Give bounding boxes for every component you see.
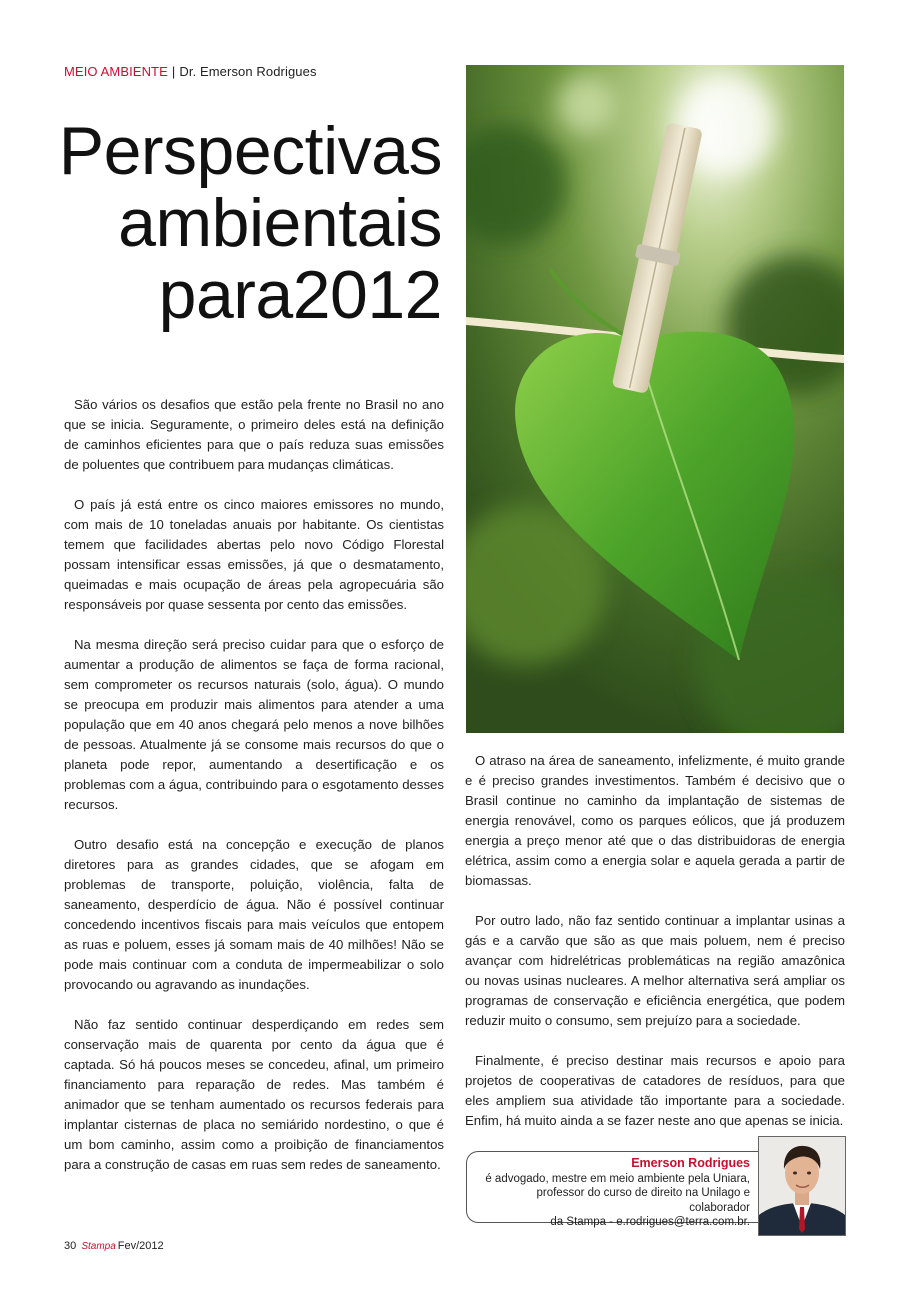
author-bio xyxy=(478,1156,750,1230)
paragraph: Outro desafio está na concepção e execução de planos diretores para as grandes cidades, que se afogam em problemas de transporte, poluição, violência, falta de saneamento, desperdício de água. Não é possível continuar concedendo incentivos fiscais para mais veículos que entopem as ruas e poluem, esses já somam mais de 40 milhões! Não se pode mais continuar com a conduta de impermeabilizar o solo provocando ou agravando as inundações. xyxy=(64,837,444,992)
issue-date: Fev/2012 xyxy=(117,1240,164,1252)
kicker-author: Dr. Emerson Rodrigues xyxy=(179,64,317,79)
page-footer xyxy=(64,1240,164,1252)
author-portrait xyxy=(758,1136,846,1236)
paragraph: O atraso na área de saneamento, infelizmente, é muito grande e é preciso grandes investimentos. Também é decisivo que o Brasil continue no caminho da implantação de sistemas de energia renovável, como os parques eólicos, que já produzem energia a preço menor até que o das distribuidoras de energia elétrica, assim como a energia solar e aquela gerada a partir de biomassas. xyxy=(465,753,845,888)
paragraph: Finalmente, é preciso destinar mais recursos e apoio para projetos de cooperativas de catadores de resíduos, para que eles ampliem sua atividade tão importante para a sociedade. Enfim, há muito ainda a se fazer neste ano que apenas se inicia. xyxy=(465,1053,845,1128)
leaf-photo xyxy=(466,65,844,733)
paragraph: Não faz sentido continuar desperdiçando em redes sem conservação mais de quarenta por cento da água que é captada. Só há poucos meses se concedeu, afinal, um primeiro financiamento para reparação de redes. Mas também é animador que se tenham aumentado os recursos federais para implantar cisternas de placa no semiárido nordestino, o que é um bom caminho, assim como a proibição de financiamentos para a construção de casas em ruas sem redes de saneamento. xyxy=(64,1017,444,1172)
kicker-separator: | xyxy=(171,64,176,79)
paragraph: São vários os desafios que estão pela frente no Brasil no ano que se inicia. Seguramente, o primeiro deles está na definição de caminhos eficientes para que o país reduza suas emissões de poluentes que contribuem para mudanças climáticas. xyxy=(64,397,444,472)
paragraph: Na mesma direção será preciso cuidar para que o esforço de aumentar a produção de alimentos se faça de forma racional, sem comprometer os recursos naturais (solo, água). O mundo se preocupa em produzir mais alimentos para atender a uma população que em 40 anos chegará pelo menos a nove bilhões de pessoas. Atualmente já se consome mais recursos do que o planeta pode repor, aumentando a desertificação e os problemas com a água, contribuindo para o esgotamento desses recursos. xyxy=(64,637,444,812)
page-number: 30 xyxy=(64,1240,77,1252)
body-column-left xyxy=(64,395,444,1195)
title-line-2: ambientais xyxy=(118,185,442,261)
body-column-right xyxy=(465,751,845,1151)
paragraph: O país já está entre os cinco maiores emissores no mundo, com mais de 10 toneladas anuais por habitante. Os cientistas temem que facilidades abertas pelo novo Código Florestal possam intensificar essas emissões, já que o desmatamento, queimadas e mais ocupação de áreas pela agropecuária são responsáveis por quase sessenta por cento das emissões. xyxy=(64,497,444,612)
section-label: MEIO AMBIENTE xyxy=(64,64,168,79)
title-line-1: Perspectivas xyxy=(58,113,442,189)
bio-name: Emerson Rodrigues xyxy=(631,1156,750,1170)
magazine-brand: Stampa xyxy=(81,1241,116,1252)
article-title xyxy=(40,115,442,331)
bio-line: é advogado, mestre em meio ambiente pela Uniara, xyxy=(485,1172,750,1185)
title-line-3: para2012 xyxy=(158,257,442,333)
author-portrait-illustration xyxy=(759,1137,845,1235)
leaf-photo-illustration xyxy=(466,65,844,733)
bio-line: da Stampa - e.rodrigues@terra.com.br. xyxy=(550,1216,750,1228)
bio-line: professor do curso de direito na Unilago e colaborador xyxy=(536,1187,750,1214)
article-kicker xyxy=(64,64,317,79)
paragraph: Por outro lado, não faz sentido continuar a implantar usinas a gás e a carvão que são as que mais poluem, nem é preciso avançar com hidrelétricas problemáticas na região amazônica ou novas usinas nucleares. A melhor alternativa será ampliar os programas de conservação e eficiência energética, que podem reduzir muito o consumo, sem prejuízo para a sociedade. xyxy=(465,913,845,1028)
